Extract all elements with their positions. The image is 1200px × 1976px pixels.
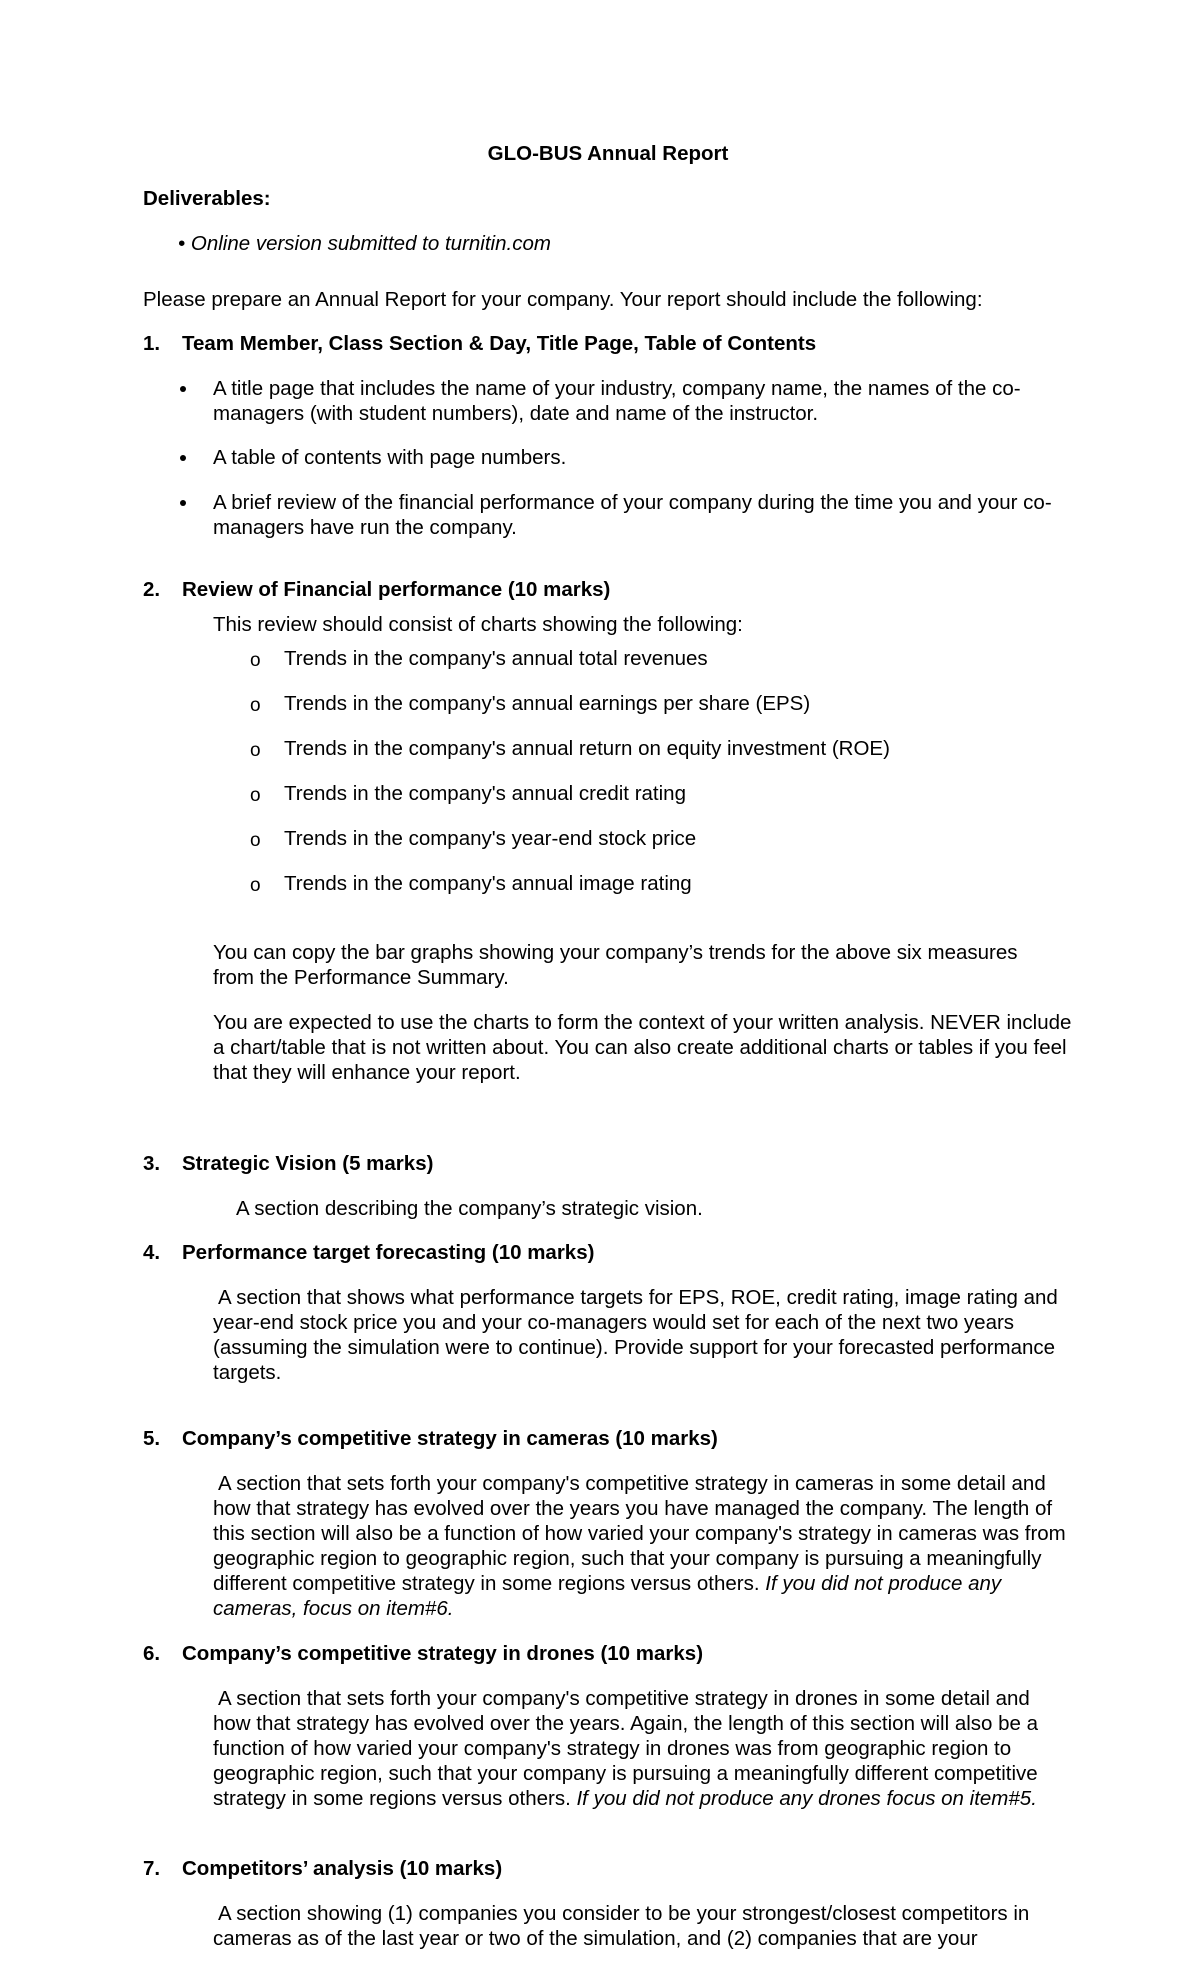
- section-4-heading: Performance target forecasting (10 marks): [182, 1241, 595, 1264]
- list-marker-icon: o: [250, 650, 261, 671]
- section-6-number: 6.: [143, 1642, 161, 1665]
- section-2-item: Trends in the company's annual earnings per share (EPS): [284, 692, 811, 715]
- intro-text: Please prepare an Annual Report for your company. Your report should include the following:: [143, 288, 983, 311]
- section-4-body: A section that shows what performance targets for EPS, ROE, credit rating, image rating and year-end stock price you and your co-managers would set for each of the next two years (assuming the simulation were to continue). Provide support for your forecasted performance targets.: [213, 1286, 1058, 1384]
- section-2-lead: This review should consist of charts showing the following:: [213, 613, 743, 636]
- section-5-number: 5.: [143, 1427, 161, 1450]
- section-5-note: If you did not produce any cameras, focus on item#6.: [213, 1572, 1002, 1620]
- section-5-body-text: A section that sets forth your company's competitive strategy in cameras in some detail and how that strategy has evolved over the years you have managed the company. The length of this section will also be a function of how varied your company's strategy in cameras was from geographic region to geographic region, such that your company is pursuing a meaningfully different competitive strategy in some regions versus others.: [213, 1472, 1066, 1595]
- section-2-item: Trends in the company's annual credit rating: [284, 782, 686, 805]
- section-3-heading: Strategic Vision (5 marks): [182, 1152, 434, 1175]
- section-1-bullet: A brief review of the financial performance of your company during the time you and your co-managers have run the company.: [213, 491, 1052, 539]
- deliverable-item: • Online version submitted to turnitin.com: [178, 232, 551, 255]
- section-1-bullet: A title page that includes the name of your industry, company name, the names of the co-managers (with student numbers), date and name of the instructor.: [213, 377, 1021, 425]
- bullet-icon: [180, 500, 186, 506]
- section-6-body: [213, 1686, 1073, 1811]
- section-2-item: Trends in the company's year-end stock price: [284, 827, 697, 850]
- deliverables-label: Deliverables:: [143, 187, 271, 210]
- section-1-number: 1.: [143, 332, 161, 355]
- section-2-paragraph: You are expected to use the charts to form the context of your written analysis. NEVER include a chart/table that is not written about. You can also create additional charts or tables if you feel that they will enhance your report.: [213, 1011, 1072, 1084]
- list-marker-icon: o: [250, 875, 261, 896]
- section-3-number: 3.: [143, 1152, 161, 1175]
- section-5-body: [213, 1471, 1083, 1621]
- section-2-item: Trends in the company's annual return on equity investment (ROE): [284, 737, 890, 760]
- section-7-body: A section showing (1) companies you consider to be your strongest/closest competitors in cameras as of the last year or two of the simulation, and (2) companies that are your: [213, 1902, 1030, 1950]
- list-marker-icon: o: [250, 740, 261, 761]
- section-3-body: A section describing the company’s strategic vision.: [236, 1197, 703, 1220]
- section-7-number: 7.: [143, 1857, 161, 1880]
- section-5-heading: Company’s competitive strategy in cameras (10 marks): [182, 1427, 718, 1450]
- section-2-number: 2.: [143, 578, 161, 601]
- list-marker-icon: o: [250, 830, 261, 851]
- section-2-item: Trends in the company's annual total revenues: [284, 647, 708, 670]
- list-marker-icon: o: [250, 785, 261, 806]
- section-6-heading: Company’s competitive strategy in drones (10 marks): [182, 1642, 704, 1665]
- document-title: GLO-BUS Annual Report: [487, 142, 729, 165]
- list-marker-icon: o: [250, 695, 261, 716]
- section-2-heading: Review of Financial performance (10 marks): [182, 578, 611, 601]
- bullet-icon: [180, 455, 186, 461]
- section-1-heading: Team Member, Class Section & Day, Title Page, Table of Contents: [182, 332, 817, 355]
- bullet-icon: [180, 386, 186, 392]
- section-7-heading: Competitors’ analysis (10 marks): [182, 1857, 503, 1880]
- section-2-item: Trends in the company's annual image rating: [284, 872, 692, 895]
- section-2-paragraph: You can copy the bar graphs showing your company’s trends for the above six measures from the Performance Summary.: [213, 941, 1018, 989]
- section-1-bullet: A table of contents with page numbers.: [213, 446, 567, 469]
- section-6-body-text: A section that sets forth your company's competitive strategy in drones in some detail and how that strategy has evolved over the years. Again, the length of this section will also be a function of how varied your company's strategy in drones was from geographic region to geographic region, such that your company is pursuing a meaningfully different competitive strategy in some regions versus others.: [213, 1687, 1039, 1810]
- section-4-number: 4.: [143, 1241, 161, 1264]
- section-6-note: If you did not produce any drones focus on item#5.: [576, 1787, 1037, 1810]
